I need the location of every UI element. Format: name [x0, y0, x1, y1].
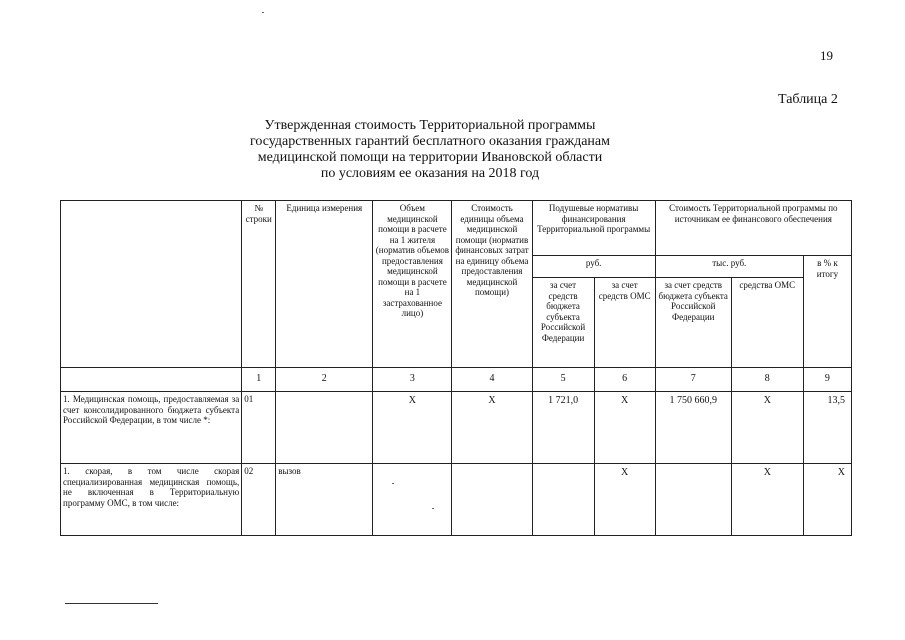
scan-speck	[432, 508, 434, 509]
row-number: 02	[242, 464, 276, 536]
table-row	[61, 464, 852, 536]
row-percent: X	[803, 464, 851, 536]
header-per-capita: Подушевые нормативы финансирования Территориальной программы	[532, 201, 655, 256]
header-cost: Стоимость единицы объема медицинской помощи (норматив финансовых затрат на единицу объема предоставления медицинской помощи)	[452, 201, 532, 368]
row-per-capita-budget	[532, 464, 594, 536]
row-unit: вызов	[276, 464, 373, 536]
column-number: 9	[803, 368, 851, 392]
row-cost-budget: 1 750 660,9	[655, 392, 731, 464]
table-label: Таблица 2	[778, 92, 838, 107]
row-cost-budget	[655, 464, 731, 536]
row-per-capita-budget: 1 721,0	[532, 392, 594, 464]
column-number: 1	[242, 368, 276, 392]
row-name: 1. скорая, в том числе скорая специализированная медицинская помощь, не включенная в Территориальную программу ОМС, в том числе:	[61, 464, 242, 536]
row-unit	[276, 392, 373, 464]
header-unit: Единица измерения	[276, 201, 373, 368]
header-name-empty	[61, 201, 242, 368]
table-row	[61, 392, 852, 464]
header-budget-subject: за счет средств бюджета субъекта Российской Федерации	[532, 278, 594, 368]
footnote-separator	[65, 603, 158, 604]
row-cost-oms: X	[731, 464, 803, 536]
header-rub: руб.	[532, 256, 655, 278]
scan-speck	[262, 12, 264, 13]
title-line: медицинской помощи на территории Ивановской области	[257, 150, 603, 165]
document-title	[200, 118, 660, 182]
row-cost-oms: X	[731, 392, 803, 464]
row-number: 01	[242, 392, 276, 464]
row-volume	[373, 464, 452, 536]
column-number: 5	[532, 368, 594, 392]
header-budget-subject-2: за счет средств бюджета субъекта Российской Федерации	[655, 278, 731, 368]
header-oms-funds-2: средства ОМС	[731, 278, 803, 368]
column-number: 2	[276, 368, 373, 392]
page-number: 19	[820, 48, 833, 63]
row-percent: 13,5	[803, 392, 851, 464]
header-percent-total: в % к итогу	[803, 256, 851, 368]
row-name: 1. Медицинская помощь, предоставляемая за счет консолидированного бюджета субъекта Российской Федерации, в том числе *:	[61, 392, 242, 464]
row-cost	[452, 464, 532, 536]
title-line: Утвержденная стоимость Территориальной программы	[264, 118, 596, 133]
column-number: 6	[594, 368, 655, 392]
scan-speck	[392, 483, 394, 484]
header-thous-rub: тыс. руб.	[655, 256, 803, 278]
row-cost: X	[452, 392, 532, 464]
column-number: 3	[373, 368, 452, 392]
row-per-capita-oms: X	[594, 392, 655, 464]
cost-table	[60, 200, 852, 536]
header-program-cost: Стоимость Территориальной программы по источникам ее финансового обеспечения	[655, 201, 851, 256]
row-volume: X	[373, 392, 452, 464]
header-row-no: № строки	[242, 201, 276, 368]
header-volume: Объем медицинской помощи в расчете на 1 жителя (норматив объемов предоставления медицинской помощи в расчете на 1 застрахованное лицо)	[373, 201, 452, 368]
row-per-capita-oms: X	[594, 464, 655, 536]
title-line: по условиям ее оказания на 2018 год	[320, 166, 540, 181]
title-line: государственных гарантий бесплатного оказания гражданам	[249, 134, 610, 149]
column-number: 8	[731, 368, 803, 392]
column-number: 7	[655, 368, 731, 392]
header-oms-funds: за счет средств ОМС	[594, 278, 655, 368]
column-number: 4	[452, 368, 532, 392]
column-number	[61, 368, 242, 392]
